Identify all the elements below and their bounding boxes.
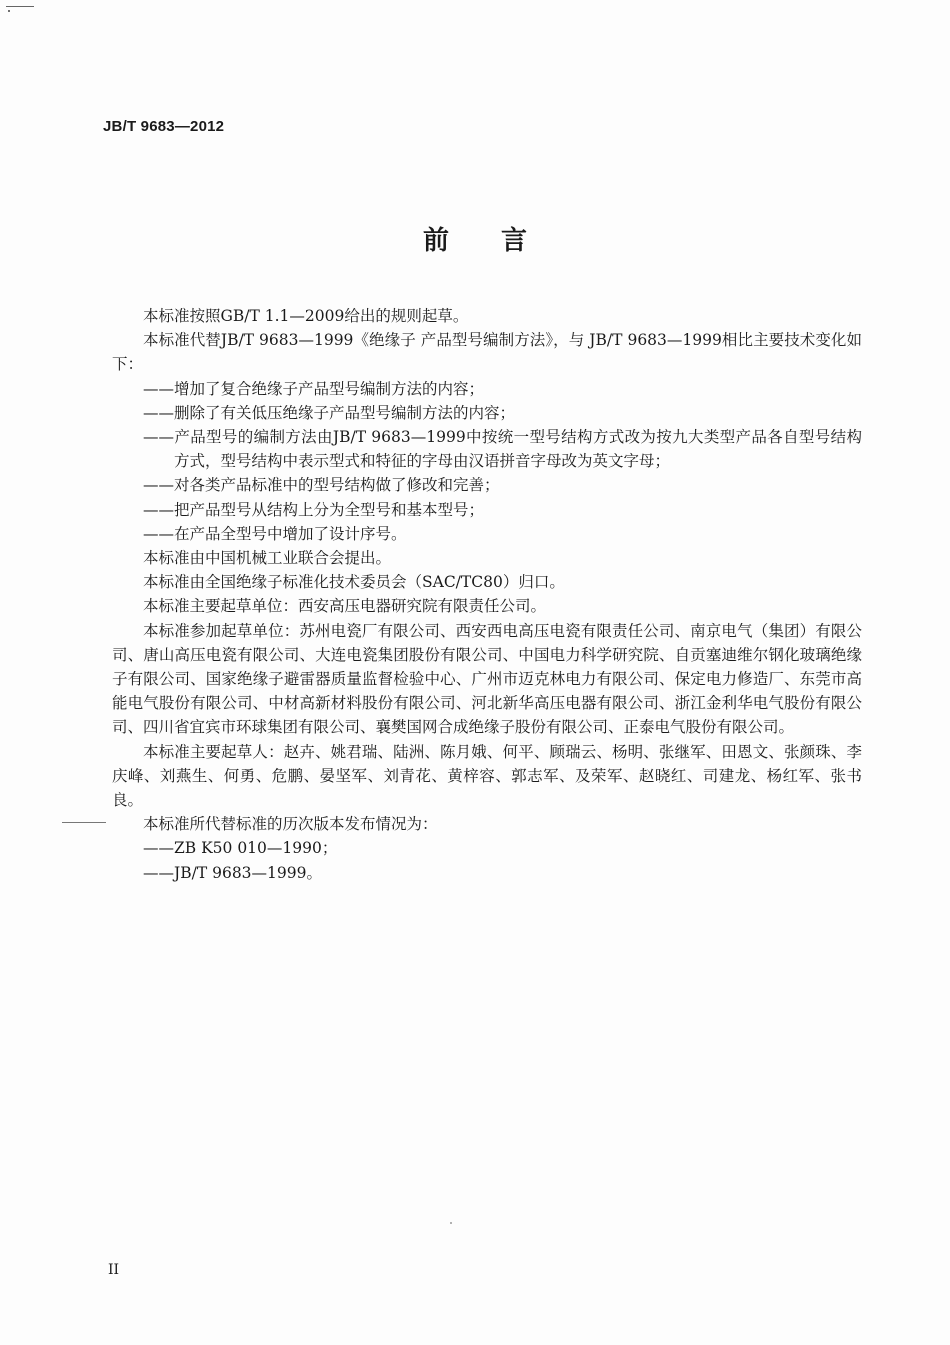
scan-artifact-top bbox=[6, 6, 34, 7]
foreword-body bbox=[112, 304, 862, 885]
previous-edition-2: ——JB/T 9683—1999。 bbox=[143, 863, 322, 882]
change-item-6: ——在产品全型号中增加了设计序号。 bbox=[143, 524, 407, 543]
paragraph-drafting-rules: 本标准按照GB/T 1.1—2009给出的规则起草。 bbox=[143, 307, 469, 325]
change-item-5: ——把产品型号从结构上分为全型号和基本型号； bbox=[143, 500, 485, 519]
paragraph-replaces: 本标准代替JB/T 9683—1999《绝缘子 产品型号编制方法》，与 JB/T 9683—1999相比主要技术变化如下： bbox=[112, 331, 862, 374]
change-item-4: ——对各类产品标准中的型号结构做了修改和完善； bbox=[143, 476, 500, 495]
scan-artifact-dot bbox=[450, 1222, 452, 1224]
change-item-3: ——产品型号的编制方法由JB/T 9683—1999中按统一型号结构方式改为按九大类型产品各自型号结构方式，型号结构中表示型式和特征的字母由汉语拼音字母改为英文字母； bbox=[143, 428, 862, 471]
paragraph-previous-editions: 本标准所代替标准的历次版本发布情况为： bbox=[143, 815, 438, 834]
paragraph-main-drafting-unit: 本标准主要起草单位：西安高压电器研究院有限责任公司。 bbox=[143, 597, 547, 616]
page-number: II bbox=[108, 1262, 120, 1278]
scan-artifact-dot bbox=[8, 10, 10, 12]
paragraph-main-drafters: 本标准主要起草人：赵卉、姚君瑞、陆洲、陈月娥、何平、顾瑞云、杨明、张继军、田恩文、张颜珠、李庆峰、刘燕生、何勇、危鹏、晏坚军、刘青花、黄梓容、郭志军、及荣军、赵晓红、司建龙、杨红军、张书良。 bbox=[112, 742, 862, 810]
scan-artifact-margin bbox=[62, 822, 106, 823]
change-item-2: ——删除了有关低压绝缘子产品型号编制方法的内容； bbox=[143, 403, 516, 422]
paragraph-proposed-by: 本标准由中国机械工业联合会提出。 bbox=[143, 549, 392, 568]
standard-code: JB/T 9683—2012 bbox=[103, 118, 225, 135]
change-item-1: ——增加了复合绝缘子产品型号编制方法的内容； bbox=[143, 379, 485, 398]
paragraph-participating-units: 本标准参加起草单位：苏州电瓷厂有限公司、西安西电高压电瓷有限责任公司、南京电气（集团）有限公司、唐山高压电瓷有限公司、大连电瓷集团股份有限公司、中国电力科学研究院、自贡塞迪维尔钢化玻璃绝缘子有限公司、国家绝缘子避雷器质量监督检验中心、广州市迈克林电力有限公司、保定电力修造厂、东莞市高能电气股份有限公司、中材高新材料股份有限公司、河北新华高压电器有限公司、浙江金利华电气股份有限公司、四川省宜宾市环球集团有限公司、襄樊国网合成绝缘子股份有限公司、正泰电气股份有限公司。 bbox=[112, 621, 862, 737]
paragraph-under-jurisdiction: 本标准由全国绝缘子标准化技术委员会（SAC/TC80）归口。 bbox=[143, 573, 565, 592]
previous-edition-1: ——ZB K50 010—1990； bbox=[143, 839, 338, 858]
page-title: 前言 bbox=[422, 226, 579, 256]
